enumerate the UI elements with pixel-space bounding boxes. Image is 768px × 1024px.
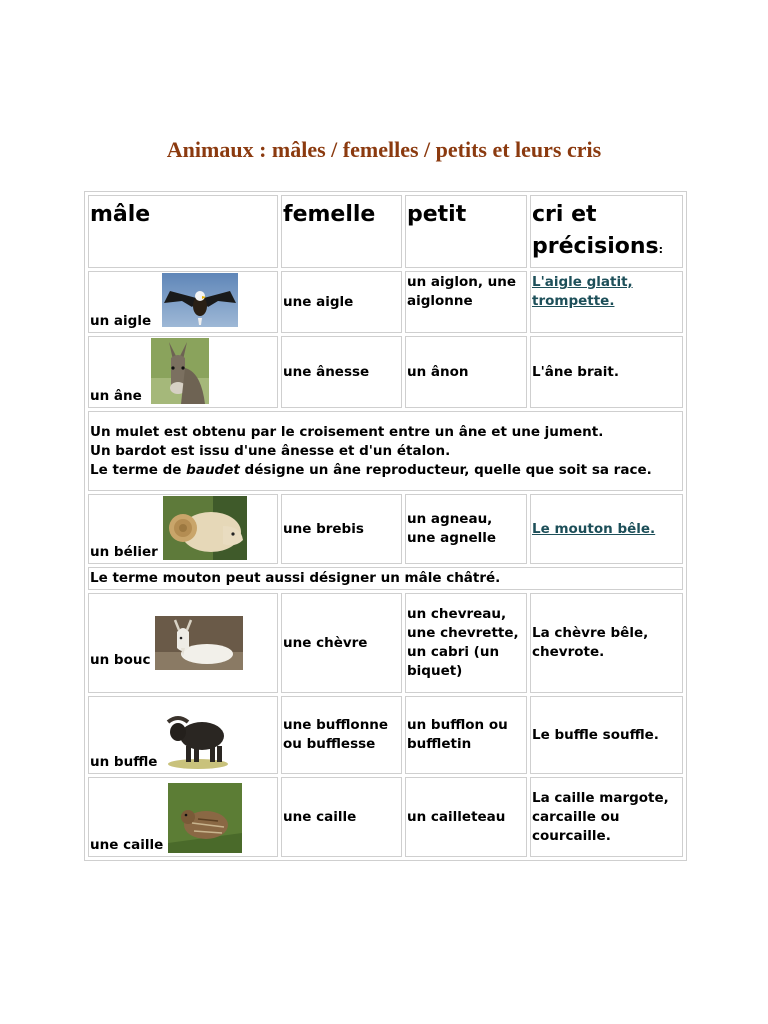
note-ane-line2: Un bardot est issu d'une ânesse et d'un étalon. bbox=[90, 442, 451, 459]
ram-image bbox=[163, 496, 247, 560]
femelle-cell: une bufflonne ou bufflesse bbox=[281, 696, 402, 774]
note-ane-line3-start: Le terme de bbox=[90, 461, 187, 478]
petit-cell: un aiglon, une aiglonne bbox=[405, 271, 527, 333]
note-ane-line1: Un mulet est obtenu par le croisement entre un âne et une jument. bbox=[90, 423, 604, 440]
table-row bbox=[88, 271, 683, 333]
table-row bbox=[88, 336, 683, 408]
cri-cell bbox=[530, 271, 683, 333]
cri-cell: Le buffle souffle. bbox=[530, 696, 683, 774]
quail-image bbox=[168, 783, 242, 853]
cri-cell: La chèvre bêle, chevrote. bbox=[530, 593, 683, 693]
male-label: un buffle bbox=[90, 754, 158, 770]
petit-cell: un cailleteau bbox=[405, 777, 527, 857]
goat-image bbox=[155, 616, 243, 670]
petit-cell: un bufflon ou buffletin bbox=[405, 696, 527, 774]
cri-cell: L'âne brait. bbox=[530, 336, 683, 408]
header-femelle: femelle bbox=[281, 195, 402, 268]
male-cell bbox=[88, 494, 278, 564]
table-row bbox=[88, 593, 683, 693]
cri-cell bbox=[530, 494, 683, 564]
note-ane-line3 bbox=[90, 461, 681, 480]
cri-cell: La caille margote, carcaille ou courcaille. bbox=[530, 777, 683, 857]
male-label: une caille bbox=[90, 837, 164, 853]
femelle-cell: une aigle bbox=[281, 271, 402, 333]
male-cell bbox=[88, 777, 278, 857]
male-label: un bélier bbox=[90, 544, 158, 560]
male-label: un âne bbox=[90, 388, 142, 404]
header-cri bbox=[530, 195, 683, 268]
table-row bbox=[88, 494, 683, 564]
male-label: un bouc bbox=[90, 652, 151, 668]
donkey-image bbox=[151, 338, 209, 404]
male-cell bbox=[88, 593, 278, 693]
male-cell bbox=[88, 696, 278, 774]
header-male: mâle bbox=[88, 195, 278, 268]
male-cell bbox=[88, 336, 278, 408]
femelle-cell: une caille bbox=[281, 777, 402, 857]
eagle-image bbox=[162, 273, 238, 327]
note-row-mouton bbox=[88, 567, 683, 590]
male-label: un aigle bbox=[90, 313, 152, 329]
petit-cell: un agneau, une agnelle bbox=[405, 494, 527, 564]
table-row bbox=[88, 696, 683, 774]
cri-link-aigle[interactable]: L'aigle glatit, trompette. bbox=[532, 274, 633, 309]
note-ane-line3-end: désigne un âne reproducteur, quelle que soit sa race. bbox=[239, 461, 652, 478]
petit-cell: un ânon bbox=[405, 336, 527, 408]
table-row bbox=[88, 777, 683, 857]
male-cell bbox=[88, 271, 278, 333]
page-title: Animaux : mâles / femelles / petits et leurs cris bbox=[166, 137, 602, 162]
header-petit: petit bbox=[405, 195, 527, 268]
femelle-cell: une chèvre bbox=[281, 593, 402, 693]
header-row bbox=[88, 195, 683, 268]
petit-cell: un chevreau, une chevrette, un cabri (un biquet) bbox=[405, 593, 527, 693]
note-row-ane bbox=[88, 411, 683, 491]
note-ane bbox=[88, 411, 683, 491]
cri-link-mouton[interactable]: Le mouton bêle. bbox=[532, 520, 656, 537]
note-ane-baudet: baudet bbox=[186, 461, 240, 478]
animals-table bbox=[84, 191, 687, 861]
femelle-cell: une brebis bbox=[281, 494, 402, 564]
header-cri-colon: : bbox=[658, 243, 664, 256]
buffalo-image bbox=[162, 706, 232, 770]
header-cri-label: cri et précisions bbox=[532, 202, 659, 259]
note-mouton: Le terme mouton peut aussi désigner un mâle châtré. bbox=[88, 567, 683, 590]
femelle-cell: une ânesse bbox=[281, 336, 402, 408]
